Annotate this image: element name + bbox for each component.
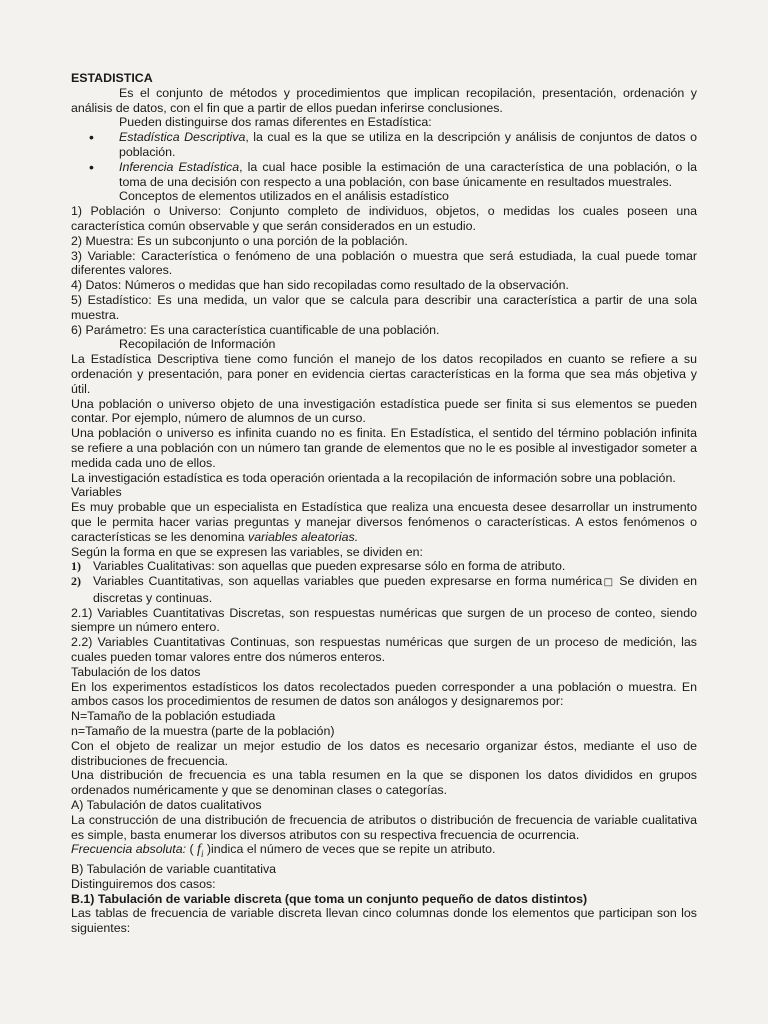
tipo-text: Variables Cualitativas: son aquellas que pueden expresarse sólo en forma de atributo. bbox=[93, 559, 566, 574]
distribucion-paragraph: Con el objeto de realizar un mejor estudio de los datos es necesario organizar éstos, mediante el uso de distribuciones de frecuencia. bbox=[71, 738, 697, 768]
section-b1-heading: B.1) Tabulación de variable discreta (que toma un conjunto pequeño de datos distintos) bbox=[71, 891, 588, 906]
frecuencia-open: ( bbox=[186, 842, 198, 857]
tabulacion-paragraph: En los experimentos estadísticos los datos recolectados pueden corresponder a una población o muestra. En ambos casos los procedimientos de resumen de datos son análogos y designaremos por: bbox=[71, 679, 697, 709]
distinguiremos-line: Distinguiremos dos casos: bbox=[71, 876, 216, 891]
list-number: 2) bbox=[71, 574, 81, 589]
list-item bbox=[71, 160, 697, 190]
concepto-item: 3) Variable: Característica o fenómeno de una población o muestra que será estudiada, la cual puede tomar diferentes valores. bbox=[71, 248, 697, 278]
frecuencia-absoluta-line bbox=[71, 842, 697, 862]
tipo-text: Variables Cuantitativas, son aquellas variables que pueden expresarse en forma numérica bbox=[93, 574, 603, 589]
list-item bbox=[71, 130, 697, 160]
recopilacion-heading: Recopilación de Información bbox=[119, 337, 276, 352]
concepto-item: 1) Población o Universo: Conjunto completo de individuos, objetos, o medidas los cuales poseen una característica común observable y que serán considerados en un estudio. bbox=[71, 204, 697, 233]
variables-text: Es muy probable que un especialista en Estadística que realiza una encuesta desee desarrollar un instrumento que le permita hacer varias preguntas y manejar diversos fenómenos o características. A estos fenómenos o características se les denomina bbox=[71, 500, 697, 544]
tipos-list bbox=[71, 559, 697, 605]
section-b1-paragraph: Las tablas de frecuencia de variable discreta llevan cinco columnas donde los elementos que participan son los siguientes: bbox=[71, 906, 697, 936]
frecuencia-term: Frecuencia absoluta: bbox=[71, 842, 187, 857]
subtipo-item: 2.2) Variables Cuantitativas Continuas, son respuestas numéricas que surgen de un proceso de medición, las cuales pueden tomar valores entre dos números enteros. bbox=[71, 635, 697, 665]
concepto-item: 6) Parámetro: Es una característica cuantificable de una población. bbox=[71, 322, 440, 337]
rama-text: , la cual es la que se utiliza en la descripción y análisis de conjuntos de datos o población. bbox=[119, 130, 697, 159]
missing-glyph-box: □ bbox=[602, 577, 615, 589]
tipo-text-continued: Se dividen en discretas y continuas. bbox=[93, 574, 698, 605]
list-number: 1) bbox=[71, 559, 81, 574]
conceptos-heading: Conceptos de elementos utilizados en el análisis estadístico bbox=[119, 189, 449, 204]
section-a-heading: A) Tabulación de datos cualitativos bbox=[71, 798, 262, 813]
concepto-item: 2) Muestra: Es un subconjunto o una porción de la población. bbox=[71, 233, 408, 248]
bullet-icon: • bbox=[89, 158, 94, 175]
rama-term: Inferencia Estadística bbox=[119, 159, 240, 174]
recopilacion-paragraph: Una población o universo es infinita cuando no es finita. En Estadística, el sentido del término población infinita se refiere a una población con un número tan grande de elementos que no le es posible al investigador someter a medida cada uno de ellos. bbox=[71, 426, 697, 470]
variables-term: variables aleatorias. bbox=[248, 529, 359, 544]
distribucion-paragraph: Una distribución de frecuencia es una tabla resumen en la que se disponen los datos divididos en grupos ordenados numéricamente y que se denominan clases o categorías. bbox=[71, 768, 697, 798]
variables-paragraph bbox=[71, 500, 697, 544]
section-a-paragraph: La construcción de una distribución de frecuencia de atributos o distribución de frecuencia de variable cualitativa es simple, basta enumerar los diversos atributos con su respectiva frecuencia de ocurrencia. bbox=[71, 812, 697, 842]
document-title: ESTADISTICA bbox=[71, 71, 153, 85]
rama-term: Estadística Descriptiva bbox=[119, 130, 246, 145]
concepto-item: 4) Datos: Números o medidas que han sido recopiladas como resultado de la observación. bbox=[71, 278, 569, 293]
subtipo-item: 2.1) Variables Cuantitativas Discretas, son respuestas numéricas que surgen de un proceso de conteo, siendo siempre un número entero. bbox=[71, 605, 697, 635]
variables-heading: Variables bbox=[71, 485, 122, 500]
frecuencia-text: )indica el número de veces que se repite un atributo. bbox=[203, 842, 496, 857]
frequency-symbol-sub: i bbox=[200, 849, 204, 860]
section-b-heading: B) Tabulación de variable cuantitativa bbox=[71, 862, 277, 877]
ramas-intro: Pueden distinguirse dos ramas diferentes en Estadística: bbox=[119, 115, 432, 130]
recopilacion-paragraph: Una población o universo objeto de una investigación estadística puede ser finita si sus elementos se pueden contar. Por ejemplo, número de alumnos de un curso. bbox=[71, 396, 697, 426]
sample-size-definition: n=Tamaño de la muestra (parte de la población) bbox=[71, 724, 335, 739]
ramas-list bbox=[71, 130, 697, 189]
recopilacion-paragraph: La investigación estadística es toda operación orientada a la recopilación de información sobre una población. bbox=[71, 470, 676, 485]
recopilacion-paragraph: La Estadística Descriptiva tiene como función el manejo de los datos recopilados en cuanto se refiere a su ordenación y presentación, para poner en evidencia ciertas características en la forma que sea más objetiva y útil. bbox=[71, 352, 697, 396]
rama-text: , la cual hace posible la estimación de una característica de una población, o la toma de una decisión con respecto a una población, con base únicamente en resultados muestrales. bbox=[119, 159, 697, 189]
list-item bbox=[71, 559, 697, 574]
bullet-icon: • bbox=[89, 129, 94, 146]
intro-paragraph: Es el conjunto de métodos y procedimientos que implican recopilación, presentación, ordenación y análisis de datos, con el fin que a partir de ellos puedan inferirse conclusiones. bbox=[71, 85, 697, 115]
segun-paragraph: Según la forma en que se expresen las variables, se dividen en: bbox=[71, 544, 423, 559]
list-item bbox=[71, 574, 697, 606]
frequency-symbol-f: f bbox=[197, 842, 201, 858]
population-size-definition: N=Tamaño de la población estudiada bbox=[71, 709, 276, 724]
concepto-item: 5) Estadístico: Es una medida, un valor que se calcula para describir una característica a partir de una sola muestra. bbox=[71, 292, 697, 322]
tabulacion-heading: Tabulación de los datos bbox=[71, 664, 201, 679]
